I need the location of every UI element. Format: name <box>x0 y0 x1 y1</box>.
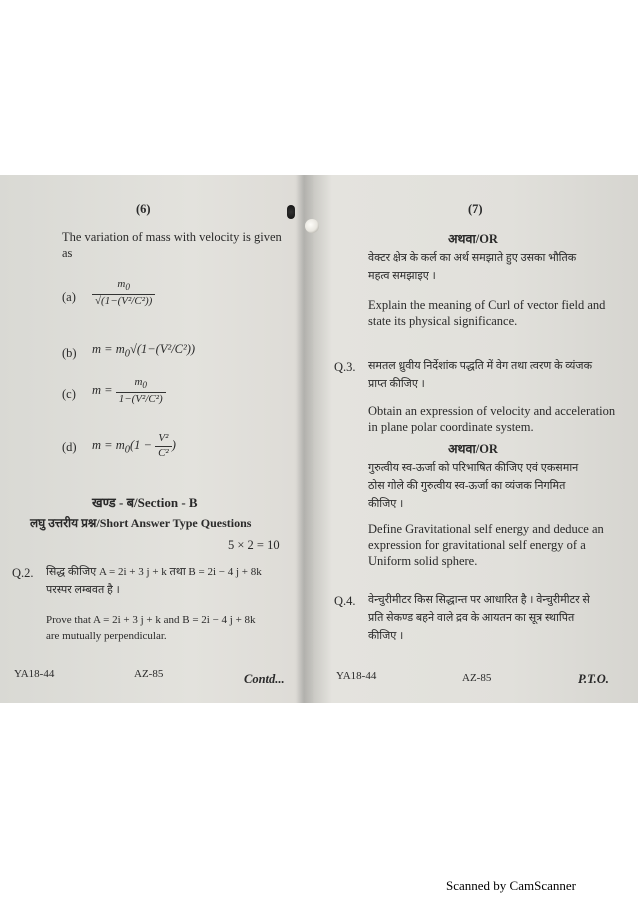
question-intro: The variation of mass with velocity is given <box>62 230 282 244</box>
grav-english-line-3: Uniform solid sphere. <box>368 554 478 568</box>
option-c-formula: m = $\frac{m_0}{\text{1−(V²/C²)}}$ <box>92 376 166 406</box>
q3-english-line-2: in plane polar coordinate system. <box>368 420 534 434</box>
option-b-label: (b) <box>62 346 77 360</box>
q3-number: Q.3. <box>334 360 356 374</box>
grav-hindi-line-3: कीजिए । <box>368 498 404 510</box>
footer-pto: P.T.O. <box>578 672 609 686</box>
q2-hindi-line-2: परस्पर लम्बवत है । <box>46 584 120 596</box>
option-b-formula: $m = m_0√(1-(V^2/C^2))$ <box>92 342 196 360</box>
marks-scheme: 5 × 2 = 10 <box>228 538 280 552</box>
q4-hindi-line-1: वेन्चुरीमीटर किस सिद्धान्त पर आधारित है । वेन्चुरीमीटर से <box>368 594 590 606</box>
q2-english-line-1: Prove that A = 2i + 3 j + k and B = 2i − 4 j + 8k <box>46 614 256 626</box>
q4-number: Q.4. <box>334 594 356 608</box>
grav-hindi-line-1: गुरुत्वीय स्व-ऊर्जा को परिभाषित कीजिए एवं एकसमान <box>368 462 579 474</box>
footer-code-right: YA18-44 <box>336 670 377 682</box>
footer-paper-left: AZ-85 <box>134 668 164 680</box>
or-divider-2: अथवा/OR <box>448 442 498 456</box>
grav-english-line-2: expression for gravitational self energy of a <box>368 538 586 552</box>
binding-hole-icon <box>287 205 295 219</box>
section-heading: खण्ड - ब/Section - B <box>92 495 198 510</box>
staple-hole-icon <box>305 219 319 233</box>
q3-english-line-1: Obtain an expression of velocity and acceleration <box>368 404 616 418</box>
q4-hindi-line-3: कीजिए । <box>368 630 404 642</box>
footer-contd: Contd... <box>244 672 285 686</box>
grav-english-line-1: Define Gravitational self energy and deduce an <box>368 522 604 536</box>
q2-hindi-line-1: सिद्ध कीजिए A = 2i + 3 j + k तथा B = 2i − 4 j + 8k <box>46 566 262 578</box>
q2-english-line-2: are mutually perpendicular. <box>46 630 167 642</box>
or-divider-1: अथवा/OR <box>448 232 498 246</box>
scanner-watermark: Scanned by CamScanner <box>446 878 576 893</box>
option-c-label: (c) <box>62 387 76 401</box>
option-a-label: (a) <box>62 290 76 304</box>
booklet-spine <box>296 175 314 703</box>
footer-paper-right: AZ-85 <box>462 672 492 684</box>
page-number-right: (7) <box>468 202 483 216</box>
option-d-formula: $m = m_0(1$ − $\frac{\text{V²}}{\text{C²}}$ ) <box>92 432 176 459</box>
q3-hindi-line-1: समतल ध्रुवीय निर्देशांक पद्धति में वेग तथा त्वरण के व्यंजक <box>368 360 593 372</box>
footer-code-left: YA18-44 <box>14 668 55 680</box>
question-intro-cont: as <box>62 246 73 260</box>
q4-hindi-line-2: प्रति सेकण्ड बहने वाले द्रव के आयतन का सूत्र स्थापित <box>368 612 575 624</box>
curl-english-line-2: state its physical significance. <box>368 314 518 328</box>
q2-number: Q.2. <box>12 566 34 580</box>
curl-english-line-1: Explain the meaning of Curl of vector field and <box>368 298 606 312</box>
grav-hindi-line-2: ठोस गोले की गुरुत्वीय स्व-ऊर्जा का व्यंजक निगमित <box>368 480 566 492</box>
option-a-formula: $\frac{m_0}{\text{√(1−(V²/C²))}}$ <box>92 278 155 308</box>
section-sub-heading: लघु उत्तरीय प्रश्न/Short Answer Type Questions <box>30 516 252 530</box>
curl-hindi-line-2: महत्व समझाइए । <box>368 270 436 282</box>
curl-hindi-line-1: वेक्टर क्षेत्र के कर्ल का अर्थ समझाते हुए उसका भौतिक <box>368 252 577 264</box>
option-d-label: (d) <box>62 440 77 454</box>
page-number-left: (6) <box>136 202 151 216</box>
q3-hindi-line-2: प्राप्त कीजिए । <box>368 378 425 390</box>
